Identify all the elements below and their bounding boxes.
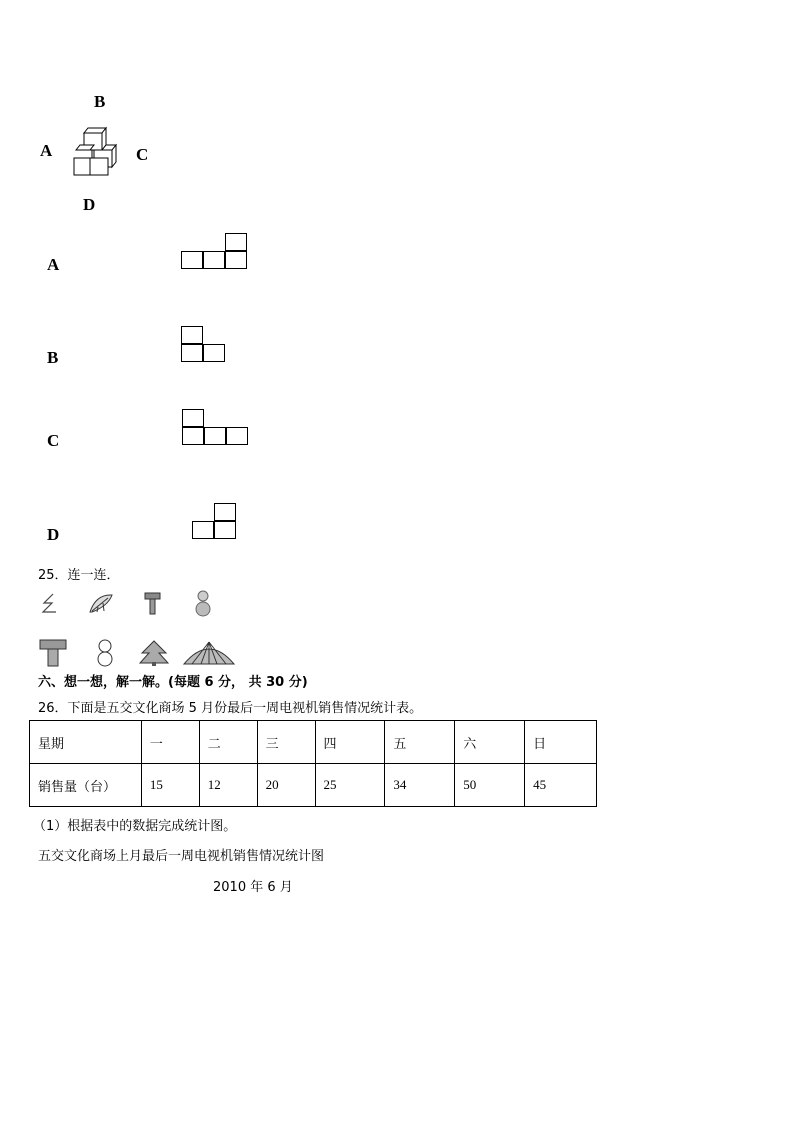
lightning-icon (40, 592, 60, 614)
table-cell: 20 (257, 764, 315, 807)
table-header-row (30, 721, 597, 764)
square (225, 251, 247, 269)
square (182, 409, 204, 427)
table-cell: 45 (525, 764, 597, 807)
section-6-heading: 六、想一想，解一解。(每题 6 分， 共 30 分) (38, 675, 308, 690)
option-d-label: D (47, 525, 60, 544)
table-cell: 34 (385, 764, 455, 807)
snowman-icon (194, 588, 212, 618)
view-label-right: C (136, 145, 149, 164)
square (181, 251, 203, 269)
square (226, 427, 248, 445)
square (204, 427, 226, 445)
table-cell: 12 (199, 764, 257, 807)
chart-title: 五交文化商场上月最后一周电视机销售情况统计图 (38, 849, 325, 864)
chart-date: 2010 年 6 月 (213, 880, 293, 895)
q26-sub1: （1）根据表中的数据完成统计图。 (33, 819, 237, 834)
option-a-label: A (47, 255, 60, 274)
view-label-bottom: D (83, 195, 96, 214)
leaf-icon (88, 592, 114, 614)
option-c-label: C (47, 431, 60, 450)
table-cell: 一 (141, 721, 199, 764)
table-cell: 日 (525, 721, 597, 764)
q26-intro: 26．下面是五交文化商场 5 月份最后一周电视机销售情况统计表。 (38, 701, 423, 716)
table-cell: 二 (199, 721, 257, 764)
mushroom-icon (38, 637, 68, 667)
square (203, 251, 225, 269)
option-b-label: B (47, 348, 59, 367)
square (203, 344, 225, 362)
table-cell: 15 (141, 764, 199, 807)
table-row (30, 764, 597, 807)
square (214, 503, 236, 521)
square (225, 233, 247, 251)
table-cell: 四 (315, 721, 385, 764)
square (181, 326, 203, 344)
cube-stack-figure (70, 125, 122, 180)
square (181, 344, 203, 362)
snowman-icon (93, 637, 117, 667)
table-cell: 六 (455, 721, 525, 764)
view-label-left: A (40, 141, 53, 160)
table-cell: 三 (257, 721, 315, 764)
table-cell: 销售量（台） (30, 764, 142, 807)
view-label-top: B (94, 92, 106, 111)
mushroom-icon (143, 590, 163, 616)
table-cell: 五 (385, 721, 455, 764)
table-cell: 50 (455, 764, 525, 807)
q25-title: 25．连一连． (38, 568, 120, 583)
tree-icon (139, 639, 169, 667)
table-cell: 25 (315, 764, 385, 807)
umbrella-icon (182, 640, 236, 666)
table-cell: 星期 (30, 721, 142, 764)
square (192, 521, 214, 539)
square (182, 427, 204, 445)
square (214, 521, 236, 539)
sales-table (29, 720, 597, 807)
